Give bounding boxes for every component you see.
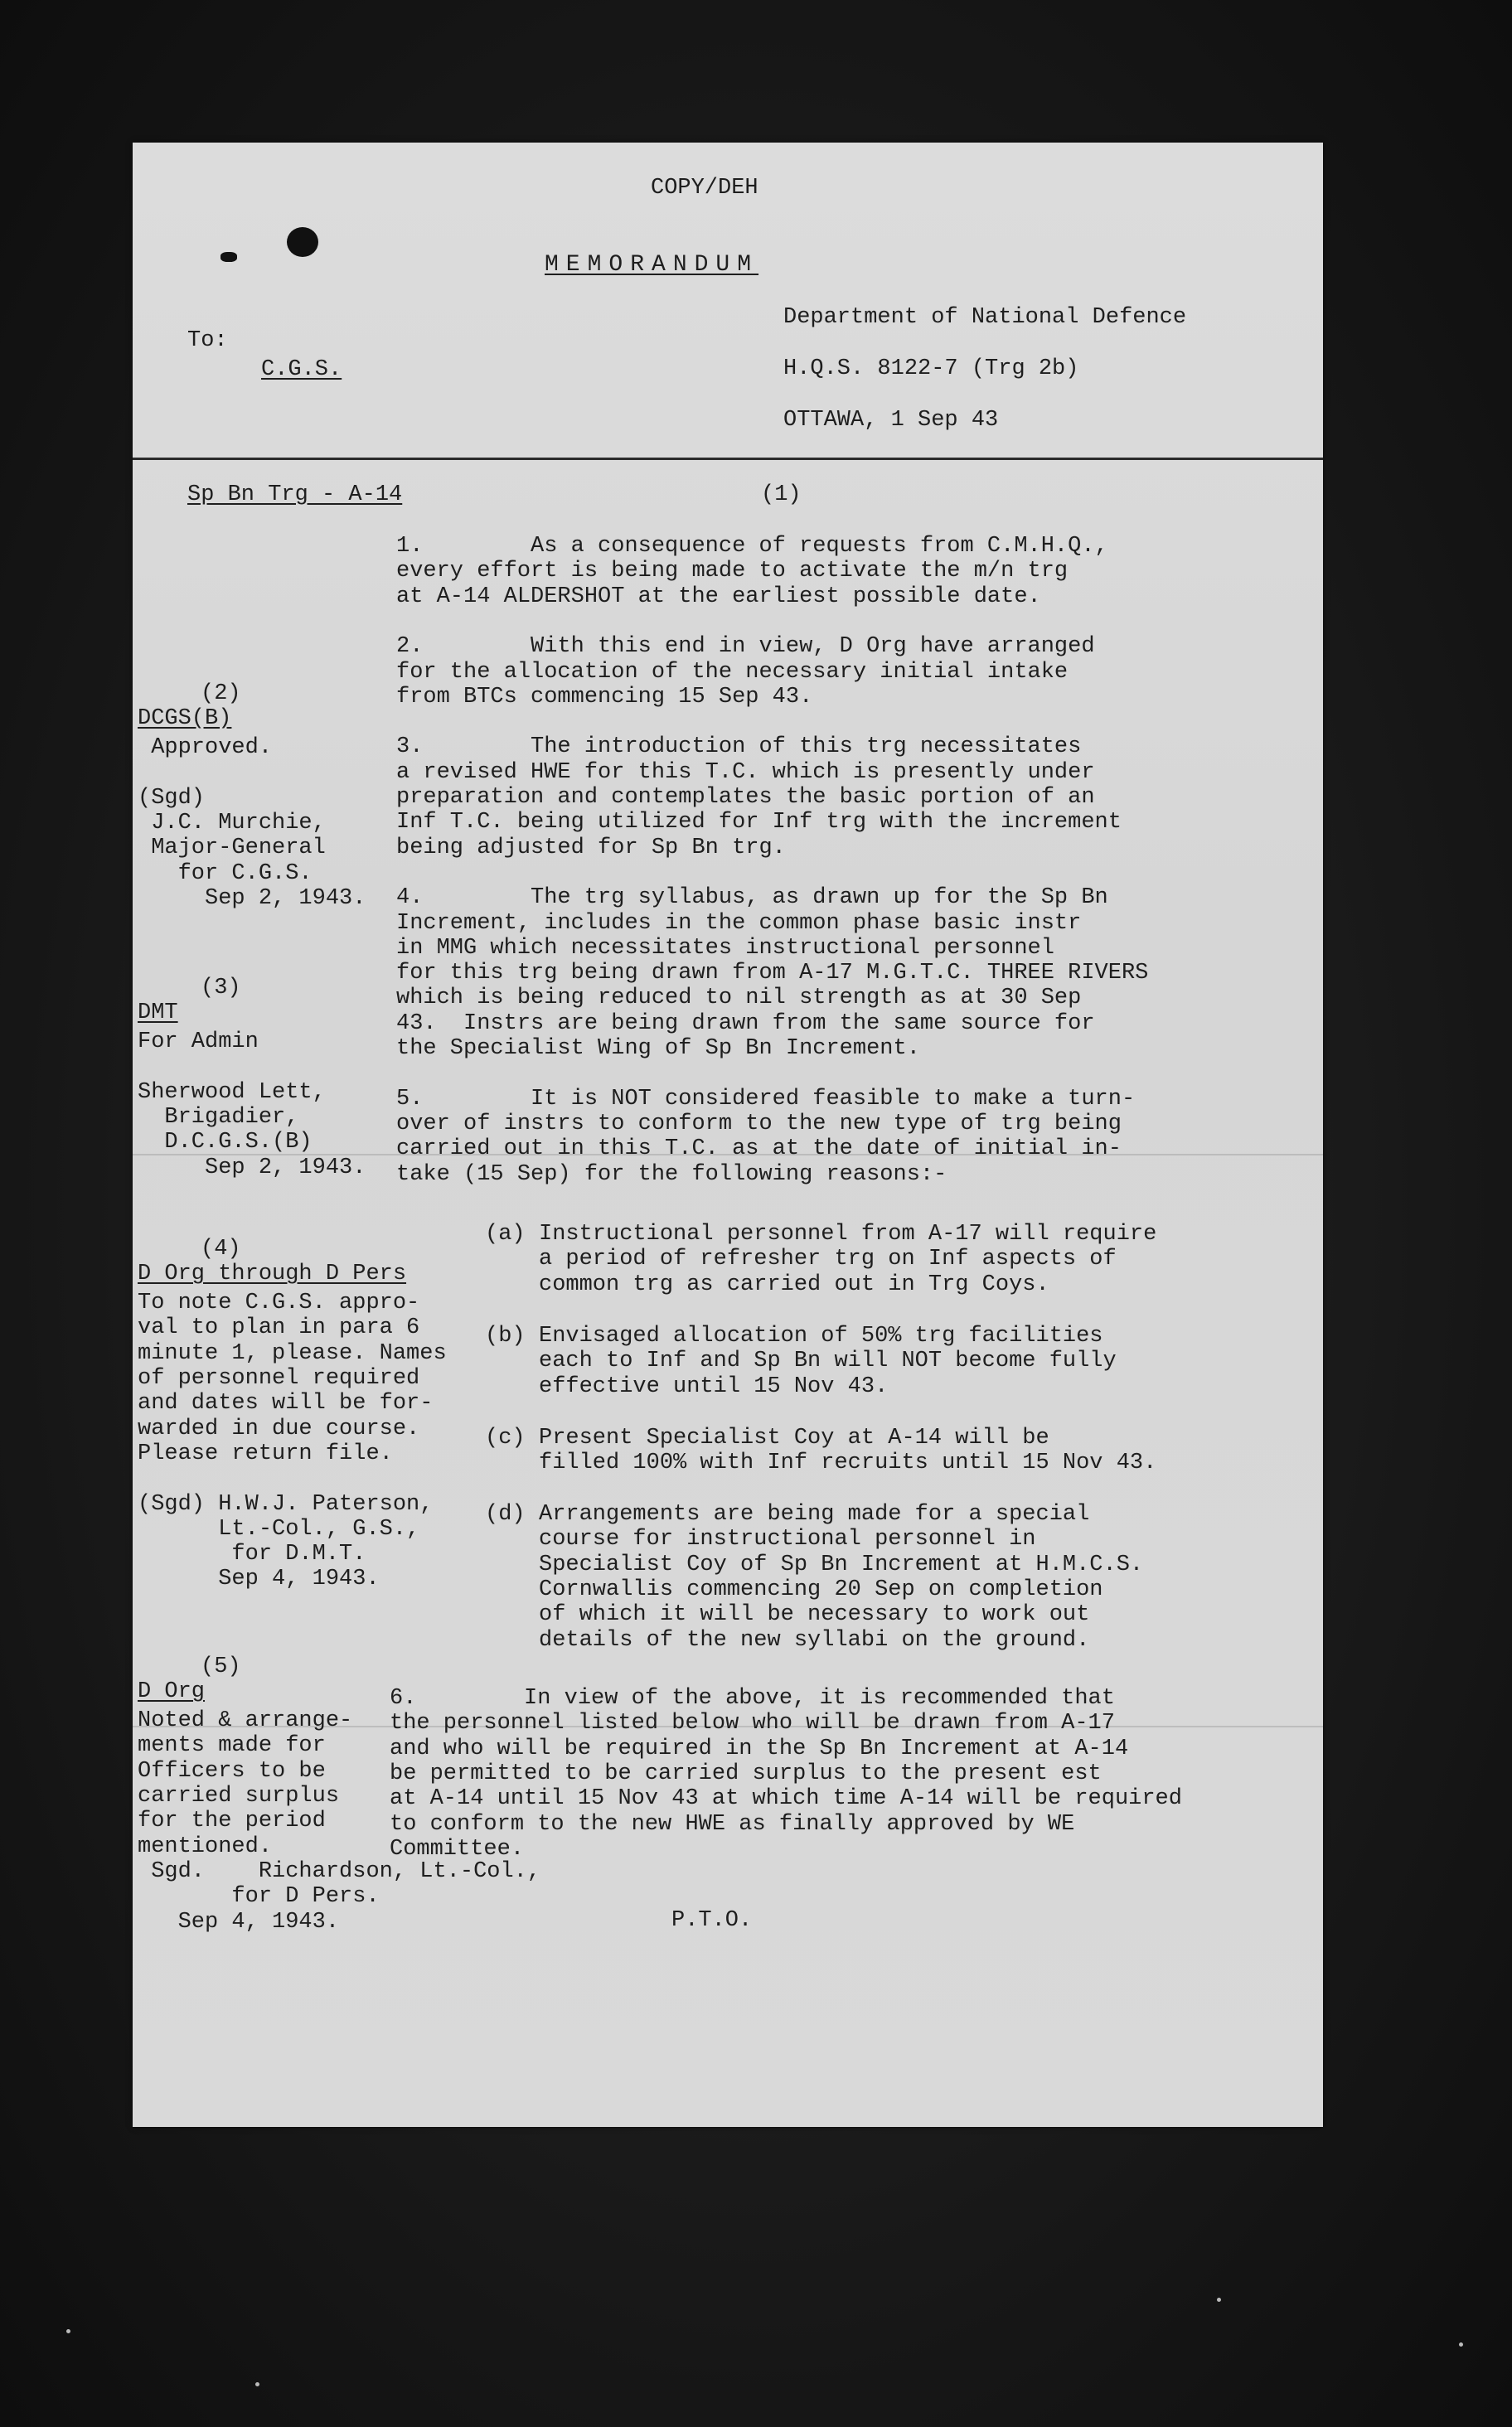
body-line: which is being reduced to nil strength as at 30 Sep [396, 986, 1082, 1011]
reason-label: (b) [485, 1324, 526, 1349]
body-line: Increment, includes in the common phase basic instr [396, 910, 1082, 936]
body-line: over of instrs to conform to the new type of trg being [396, 1111, 1122, 1136]
reason-line: each to Inf and Sp Bn will NOT become fully [539, 1349, 1117, 1374]
minute-line: Sgd. Richardson, Lt.-Col., [138, 1858, 541, 1884]
reason-line: Specialist Coy of Sp Bn Increment at H.M.C.S. [539, 1552, 1144, 1577]
minute-line: To note C.G.S. appro- [138, 1291, 420, 1316]
minute-line: Sep 4, 1943. [138, 1909, 340, 1935]
body-line: carried out in this T.C. as at the date of initial in- [396, 1136, 1122, 1162]
ink-blot [287, 227, 318, 257]
minute-line: val to plan in para 6 [138, 1315, 420, 1341]
minute-line: for the period [138, 1809, 326, 1834]
body-line: for the allocation of the necessary initial intake [396, 659, 1069, 685]
reason-line: Arrangements are being made for a special [539, 1502, 1090, 1527]
body-line: at A-14 until 15 Nov 43 at which time A-14 will be required [390, 1786, 1182, 1812]
body-line: 43. Instrs are being drawn from the same source for [396, 1010, 1095, 1036]
minute-addressee: DMT [138, 1000, 178, 1026]
body-line: for this trg being drawn from A-17 M.G.T.C. THREE RIVERS [396, 961, 1149, 986]
body-line: from BTCs commencing 15 Sep 43. [396, 684, 813, 710]
reason-line: of which it will be necessary to work out [539, 1602, 1090, 1628]
reason-line: Cornwallis commencing 20 Sep on completion [539, 1577, 1103, 1602]
please-turn-over: P.T.O. [671, 1908, 753, 1933]
minute-number: (1) [761, 482, 802, 507]
reason-label: (c) [485, 1426, 526, 1451]
reason-label: (a) [485, 1222, 526, 1247]
minute-number: (4) [201, 1237, 241, 1262]
reason-line: a period of refresher trg on Inf aspects of [539, 1247, 1117, 1272]
minute-line: Noted & arrange- [138, 1708, 353, 1734]
body-line: 3. The introduction of this trg necessitates [396, 734, 1082, 760]
minute-line: minute 1, please. Names [138, 1340, 447, 1366]
film-speck [1217, 2298, 1221, 2302]
minute-line: Please return file. [138, 1441, 393, 1466]
minute-line: Lt.-Col., G.S., [138, 1516, 420, 1542]
minute-line: For Admin [138, 1029, 259, 1055]
minute-line: J.C. Murchie, [138, 811, 326, 836]
memo-title: MEMORANDUM [545, 252, 759, 278]
body-line: Committee. [390, 1836, 525, 1862]
department-name: Department of National Defence [783, 305, 1187, 330]
body-line: every effort is being made to activate the m/n trg [396, 559, 1069, 584]
reason-line: Present Specialist Coy at A-14 will be [539, 1426, 1049, 1451]
to-label: To: [187, 328, 228, 353]
minute-addressee: D Org through D Pers [138, 1262, 407, 1287]
file-reference: H.Q.S. 8122-7 (Trg 2b) [783, 356, 1079, 381]
body-line: the personnel listed below who will be drawn from A-17 [390, 1711, 1115, 1737]
minute-line: D.C.G.S.(B) [138, 1130, 313, 1155]
minute-line: (Sgd) H.W.J. Paterson, [138, 1491, 434, 1517]
subject-line: Sp Bn Trg - A-14 [187, 482, 403, 507]
minute-line: Approved. [138, 735, 273, 761]
minute-line: for D.M.T. [138, 1542, 366, 1567]
body-line: 4. The trg syllabus, as drawn up for the Sp Bn [396, 885, 1108, 911]
body-line: take (15 Sep) for the following reasons:- [396, 1161, 947, 1187]
body-line: 5. It is NOT considered feasible to make a turn- [396, 1086, 1136, 1112]
minute-line: for C.G.S. [138, 860, 313, 886]
body-line: the Specialist Wing of Sp Bn Increment. [396, 1036, 920, 1061]
minute-line: of personnel required [138, 1366, 420, 1392]
minute-line: mentioned. [138, 1834, 273, 1859]
minute-line: ments made for [138, 1733, 326, 1759]
body-line: to conform to the new HWE as finally approved by WE [390, 1811, 1075, 1837]
body-line: 1. As a consequence of requests from C.M.H.Q., [396, 534, 1108, 559]
body-line: 2. With this end in view, D Org have arranged [396, 634, 1095, 660]
body-line: being adjusted for Sp Bn trg. [396, 835, 786, 860]
ink-mark [220, 252, 237, 262]
body-line: Inf T.C. being utilized for Inf trg with the increment [396, 810, 1122, 836]
reason-label: (d) [485, 1502, 526, 1527]
minute-addressee: DCGS(B) [138, 706, 232, 732]
minute-line: Major-General [138, 836, 326, 861]
body-line: 6. In view of the above, it is recommended that [390, 1686, 1115, 1711]
minute-line: (Sgd) [138, 785, 206, 811]
to-value: C.G.S. [261, 357, 342, 382]
film-speck [1459, 2342, 1463, 2347]
minute-number: (2) [201, 681, 241, 706]
copy-mark: COPY/DEH [651, 176, 758, 201]
reason-line: details of the new syllabi on the ground. [539, 1627, 1090, 1653]
minute-number: (3) [201, 976, 241, 1000]
minute-line: carried surplus [138, 1784, 340, 1809]
body-line: in MMG which necessitates instructional personnel [396, 935, 1054, 961]
minute-number: (5) [201, 1654, 241, 1679]
minute-line: Sep 2, 1943. [138, 1155, 366, 1180]
place-date: OTTAWA, 1 Sep 43 [783, 408, 999, 433]
film-speck [66, 2329, 70, 2333]
reason-line: filled 100% with Inf recruits until 15 Nov 43. [539, 1451, 1157, 1476]
minute-line: Sep 4, 1943. [138, 1567, 380, 1592]
body-line: preparation and contemplates the basic portion of an [396, 785, 1095, 810]
reason-line: common trg as carried out in Trg Coys. [539, 1272, 1049, 1297]
body-line: be permitted to be carried surplus to the present est [390, 1761, 1102, 1786]
minute-line: warded in due course. [138, 1416, 420, 1441]
reason-line: course for instructional personnel in [539, 1527, 1036, 1553]
minute-line: Officers to be [138, 1758, 326, 1784]
minute-line: Sep 2, 1943. [138, 885, 366, 911]
header-rule [133, 458, 1323, 460]
reason-line: Envisaged allocation of 50% trg facilities [539, 1324, 1103, 1349]
minute-addressee: D Org [138, 1679, 206, 1705]
body-line: and who will be required in the Sp Bn Increment at A-14 [390, 1736, 1129, 1761]
minute-line: for D Pers. [138, 1884, 380, 1910]
body-line: at A-14 ALDERSHOT at the earliest possible date. [396, 584, 1041, 609]
film-speck [255, 2382, 259, 2386]
reason-line: effective until 15 Nov 43. [539, 1373, 889, 1399]
body-line: a revised HWE for this T.C. which is presently under [396, 759, 1095, 785]
minute-line: and dates will be for- [138, 1391, 434, 1417]
minute-line: Sherwood Lett, [138, 1079, 326, 1105]
reason-line: Instructional personnel from A-17 will require [539, 1222, 1157, 1247]
memorandum-page [133, 143, 1323, 2127]
minute-line: Brigadier, [138, 1105, 299, 1131]
